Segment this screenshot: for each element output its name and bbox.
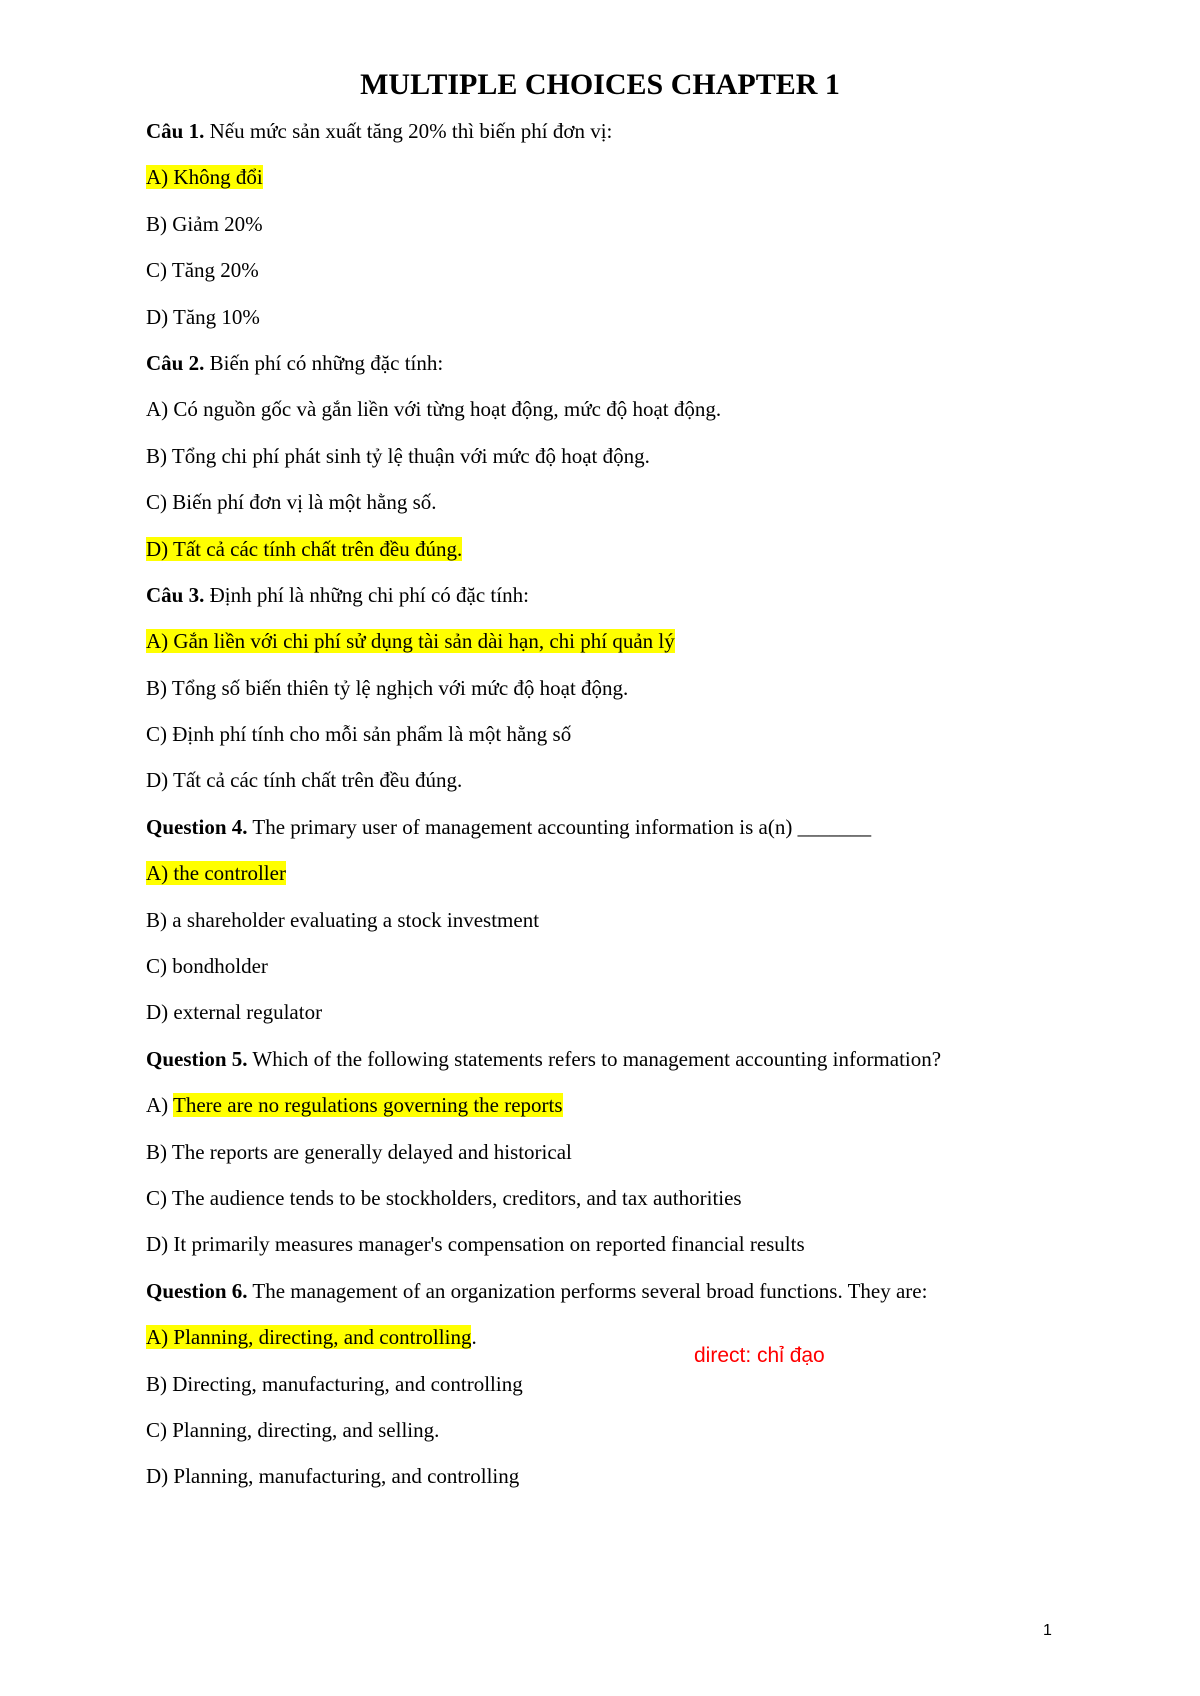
answer-option-prefix: A) — [146, 1093, 174, 1118]
answer-option-text: B) a shareholder evaluating a stock investment — [146, 907, 540, 932]
answer-option-text: D) Planning, manufacturing, and controlling — [146, 1464, 520, 1489]
answer-option — [146, 1090, 1106, 1120]
question-text: The primary user of management accounting information is a(n) _______ — [247, 814, 872, 839]
question-2 — [146, 348, 1106, 378]
answer-option — [146, 997, 1106, 1027]
highlighted-answer: D) Tất cả các tính chất trên đều đúng. — [146, 536, 463, 561]
answer-option — [146, 858, 1106, 888]
highlighted-answer: A) the controller — [146, 861, 286, 886]
answer-option — [146, 1229, 1106, 1259]
answer-option — [146, 162, 1106, 192]
highlighted-answer: A) Planning, directing, and controlling — [146, 1325, 472, 1350]
margin-annotation: direct: chỉ đạo — [694, 1344, 825, 1367]
answer-option-text: B) Tổng số biến thiên tỷ lệ nghịch với mức độ hoạt động. — [146, 675, 629, 700]
question-text: Which of the following statements refers to management accounting information? — [247, 1046, 942, 1071]
answer-option — [146, 394, 1106, 424]
answer-option-text: D) Tất cả các tính chất trên đều đúng. — [146, 768, 463, 793]
answer-option-text: D) external regulator — [146, 1000, 323, 1025]
answer-option — [146, 441, 1106, 471]
answer-option — [146, 487, 1106, 517]
highlighted-answer: A) Không đổi — [146, 165, 263, 190]
answer-option — [146, 534, 1106, 564]
highlighted-answer: There are no regulations governing the reports — [173, 1093, 563, 1118]
answer-option-text: C) The audience tends to be stockholders, creditors, and tax authorities — [146, 1185, 742, 1210]
answer-option — [146, 765, 1106, 795]
question-label: Question 4. — [146, 814, 248, 839]
answer-option — [146, 1461, 1106, 1491]
answer-option — [146, 209, 1106, 239]
question-1 — [146, 116, 1106, 146]
question-label: Question 5. — [146, 1046, 248, 1071]
answer-option — [146, 1415, 1106, 1445]
question-text: Định phí là những chi phí có đặc tính: — [204, 582, 529, 607]
answer-option — [146, 951, 1106, 981]
answer-option — [146, 1369, 1106, 1399]
answer-option — [146, 255, 1106, 285]
question-5 — [146, 1044, 1106, 1074]
answer-option — [146, 1137, 1106, 1167]
question-text: The management of an organization performs several broad functions. They are: — [247, 1278, 928, 1303]
question-4 — [146, 812, 1106, 842]
answer-option-text: C) Biến phí đơn vị là một hằng số. — [146, 490, 437, 515]
page-number: 1 — [1043, 1622, 1052, 1639]
answer-option — [146, 1322, 1106, 1352]
highlighted-answer: A) Gắn liền với chi phí sử dụng tài sản dài hạn, chi phí quản lý — [146, 629, 675, 654]
answer-option-text: C) bondholder — [146, 954, 268, 979]
answer-option-text: B) Tổng chi phí phát sinh tỷ lệ thuận với mức độ hoạt động. — [146, 443, 650, 468]
answer-option-text: C) Định phí tính cho mỗi sản phẩm là một hằng số — [146, 722, 572, 747]
answer-option — [146, 626, 1106, 656]
page-title: MULTIPLE CHOICES CHAPTER 1 — [360, 68, 840, 101]
question-label: Câu 3. — [146, 582, 205, 607]
answer-option-text: B) The reports are generally delayed and historical — [146, 1139, 572, 1164]
answer-option-text: D) Tăng 10% — [146, 304, 260, 329]
question-text: Biến phí có những đặc tính: — [204, 350, 444, 375]
question-list — [146, 116, 1106, 1508]
answer-option-text: B) Directing, manufacturing, and controlling — [146, 1371, 523, 1396]
question-3 — [146, 580, 1106, 610]
answer-option-text: D) It primarily measures manager's compensation on reported financial results — [146, 1232, 805, 1257]
answer-option-text: C) Planning, directing, and selling. — [146, 1417, 440, 1442]
answer-option-text: B) Giảm 20% — [146, 211, 263, 236]
answer-option-text: A) Có nguồn gốc và gắn liền với từng hoạt động, mức độ hoạt động. — [146, 397, 722, 422]
answer-option-text: C) Tăng 20% — [146, 258, 259, 283]
question-6 — [146, 1276, 1106, 1306]
question-label: Câu 1. — [146, 119, 205, 143]
answer-option — [146, 1183, 1106, 1213]
answer-option — [146, 719, 1106, 749]
question-text: Nếu mức sản xuất tăng 20% thì biến phí đơn vị: — [204, 119, 613, 143]
answer-option-suffix: . — [471, 1325, 477, 1350]
answer-option — [146, 905, 1106, 935]
answer-option — [146, 673, 1106, 703]
answer-option — [146, 302, 1106, 332]
question-label: Câu 2. — [146, 350, 205, 375]
question-label: Question 6. — [146, 1278, 248, 1303]
